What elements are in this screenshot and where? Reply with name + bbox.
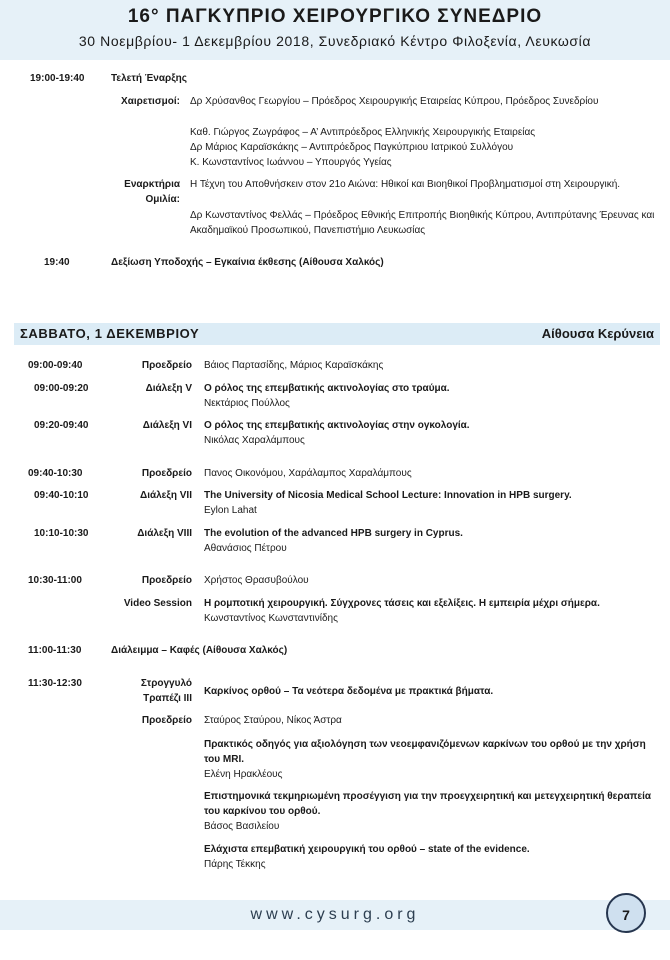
website-link[interactable]: www.cysurg.org — [250, 906, 420, 923]
lecture-speaker: Νικόλας Χαραλάμπους — [204, 435, 305, 446]
day-label: ΣΑΒΒΑΤΟ, 1 ΔΕΚΕΜΒΡΙΟΥ — [20, 326, 200, 341]
session-time: 09:40-10:30 — [28, 468, 83, 479]
lecture-role: Διάλεξη VII — [140, 490, 192, 501]
page-footer — [0, 900, 670, 930]
break-title: Διάλειμμα – Καφές (Αίθουσα Χαλκός) — [111, 645, 288, 656]
greeting-line: Κ. Κωνσταντίνος Ιωάννου – Υπουργός Υγείας — [190, 157, 392, 168]
talk-speaker: Πάρης Τέκκης — [204, 859, 266, 870]
video-session-speaker: Κωνσταντίνος Κωνσταντινίδης — [204, 613, 338, 624]
session-role: Προεδρείο — [141, 360, 192, 371]
session-role: Προεδρείο — [141, 468, 192, 479]
talk-title: Ελάχιστα επεμβατική χειρουργική του ορθού – state of the evidence. — [204, 844, 530, 855]
break-time: 11:00-11:30 — [28, 645, 82, 656]
page-number: 7 — [606, 893, 646, 933]
session-chairs: Βάιος Παρτασίδης, Μάριος Καραϊσκάκης — [204, 360, 384, 371]
lecture-title: The evolution of the advanced HPB surgery in Cyprus. — [204, 528, 463, 539]
lecture-time: 09:00-09:20 — [34, 383, 89, 394]
lecture-time: 09:40-10:10 — [34, 490, 89, 501]
session-time: 10:30-11:00 — [28, 575, 82, 586]
reception-title: Δεξίωση Υποδοχής – Εγκαίνια έκθεσης (Αίθουσα Χαλκός) — [111, 257, 384, 268]
page-header — [0, 0, 670, 60]
session-time: 09:00-09:40 — [28, 360, 83, 371]
opening-title: Τελετή Έναρξης — [111, 73, 187, 84]
greetings-label: Χαιρετισμοί: — [121, 96, 180, 107]
lecture-title: The University of Nicosia Medical School Lecture: Innovation in HPB surgery. — [204, 490, 572, 501]
roundtable-role: Στρογγυλό — [140, 678, 192, 689]
lecture-role: Διάλεξη V — [145, 383, 192, 394]
roundtable-title: Καρκίνος ορθού – Τα νεότερα δεδομένα με πρακτικά βήματα. — [204, 686, 494, 697]
lecture-speaker: Νεκτάριος Πούλλος — [204, 398, 290, 409]
roundtable-role: Τραπέζι ΙΙΙ — [143, 693, 192, 704]
room-label: Αίθουσα Κερύνεια — [541, 326, 654, 341]
greeting-line: Δρ Χρύσανθος Γεωργίου – Πρόεδρος Χειρουργικής Εταιρείας Κύπρου, Πρόεδρος Συνεδρίου — [190, 96, 599, 107]
conference-title: 16° ΠΑΓΚΥΠΡΙΟ ΧΕΙΡΟΥΡΓΙΚΟ ΣΥΝΕΔΡΙΟ — [127, 6, 543, 27]
lecture-time: 09:20-09:40 — [34, 420, 89, 431]
roundtable-chair-role: Προεδρείο — [141, 715, 192, 726]
lecture-title: Ο ρόλος της επεμβατικής ακτινολογίας στο τραύμα. — [204, 383, 450, 394]
greeting-line: Καθ. Γιώργος Ζωγράφος – Α’ Αντιπρόεδρος Ελληνικής Χειρουργικής Εταιρείας — [190, 127, 536, 138]
lecture-speaker: Αθανάσιος Πέτρου — [204, 543, 287, 554]
talk-speaker: Ελένη Ηρακλέους — [204, 769, 283, 780]
day-header — [14, 323, 660, 345]
session-chairs: Χρήστος Θρασυβούλου — [204, 575, 309, 586]
opening-time: 19:00-19:40 — [30, 73, 85, 84]
roundtable-chairs: Σταύρος Σταύρου, Νίκος Άστρα — [204, 715, 342, 726]
lecture-title: Ο ρόλος της επεμβατικής ακτινολογίας στην ογκολογία. — [204, 420, 470, 431]
opening-lecture-label: Εναρκτήρια — [124, 179, 180, 190]
lecture-time: 10:10-10:30 — [34, 528, 89, 539]
greeting-line: Δρ Μάριος Καραϊσκάκης – Αντιπρόεδρος Παγκύπριου Ιατρικού Συλλόγου — [190, 142, 514, 153]
opening-lecture-speaker: Δρ Κωνσταντίνος Φελλάς – Πρόεδρος Εθνικής Επιτροπής Βιοηθικής Κύπρου, Αντιπρύτανης Έρευνας και Ακαδημαϊκού Προσωπικού, Πανεπιστήμιο Λευκωσίας — [190, 210, 655, 236]
lecture-speaker: Eylon Lahat — [204, 505, 257, 516]
reception-time: 19:40 — [44, 257, 70, 268]
conference-subtitle: 30 Νοεμβρίου- 1 Δεκεμβρίου 2018, Συνεδριακό Κέντρο Φιλοξενία, Λευκωσία — [78, 33, 592, 49]
lecture-role: Διάλεξη VIII — [137, 528, 192, 539]
session-role: Προεδρείο — [141, 575, 192, 586]
talk-title: Επιστημονικά τεκμηριωμένη προσέγγιση για την προεγχειρητική και μετεγχειρητική θεραπεία του καρκίνου του ορθού. — [204, 791, 652, 817]
talk-speaker: Βάσος Βασιλείου — [204, 821, 280, 832]
opening-lecture-title: Η Τέχνη του Αποθνήσκειν στον 21ο Αιώνα: Ηθικοί και Βιοηθικοί Προβληματισμοί στη Χειρουργική. — [190, 179, 621, 190]
lecture-role: Διάλεξη VI — [142, 420, 192, 431]
opening-lecture-label: Ομιλία: — [145, 194, 180, 205]
session-chairs: Πανος Οικονόμου, Χαράλαμπος Χαραλάμπους — [204, 468, 412, 479]
video-session-title: Η ρομποτική χειρουργική. Σύγχρονες τάσεις και εξελίξεις. Η εμπειρία μέχρι σήμερα. — [204, 598, 600, 609]
video-session-role: Video Session — [123, 598, 192, 609]
roundtable-time: 11:30-12:30 — [28, 678, 82, 689]
talk-title: Πρακτικός οδηγός για αξιολόγηση των νεοεμφανιζόμενων καρκίνων του ορθού με την χρήση του MRI. — [204, 739, 646, 765]
